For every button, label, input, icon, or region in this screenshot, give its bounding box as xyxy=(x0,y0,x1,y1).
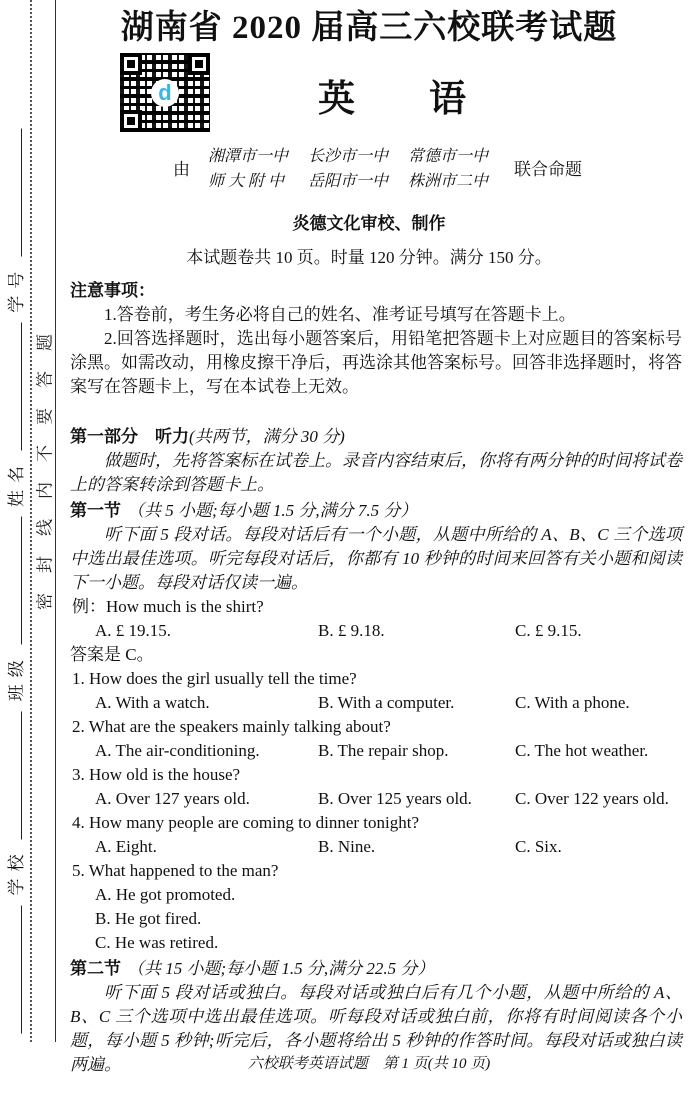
option-a: A. With a watch. xyxy=(95,693,210,712)
question-1: 1. How does the girl usually tell the time? xyxy=(72,669,357,688)
option-a: A. He got promoted. xyxy=(95,885,236,904)
option-c: C. Over 122 years old. xyxy=(515,789,669,808)
section2-heading xyxy=(70,957,682,981)
school-name: 株洲市二中 xyxy=(408,173,489,190)
qr-finder-icon xyxy=(188,53,210,75)
paper-info-line: 本试题卷共 10 页。时量 120 分钟。满分 150 分。 xyxy=(186,248,552,267)
option-c: C. With a phone. xyxy=(515,693,630,712)
qr-finder-icon xyxy=(120,53,142,75)
option-b: B. £ 9.18. xyxy=(318,621,385,640)
option-c: C. The hot weather. xyxy=(515,741,649,760)
question-2: 2. What are the speakers mainly talking about? xyxy=(72,717,391,736)
section1-heading-title: 第一节 xyxy=(70,501,121,520)
section2-heading-note: （共 15 小题;每小题 1.5 分,满分 22.5 分） xyxy=(127,959,435,978)
question-3: 3. How old is the house? xyxy=(72,765,241,784)
option-a: A. Over 127 years old. xyxy=(95,789,250,808)
question-1-options xyxy=(70,691,682,715)
subject-char-2: 语 xyxy=(429,79,466,120)
question-3-options xyxy=(70,787,682,811)
by-label: 由 xyxy=(173,159,190,179)
field-label-name: 姓名 xyxy=(7,459,26,507)
option-b: B. With a computer. xyxy=(318,693,455,712)
example-question: 例：How much is the shirt? xyxy=(72,597,264,616)
page-title: 湖南省 2020 届高三六校联考试题 xyxy=(120,10,618,46)
question-5: 5. What happened to the man? xyxy=(72,861,279,880)
qr-code xyxy=(120,53,210,132)
option-a: A. £ 19.15. xyxy=(95,621,172,640)
option-c: C. Six. xyxy=(515,837,562,856)
part1-heading xyxy=(70,425,682,449)
question-2-options xyxy=(70,739,682,763)
school-name: 长沙市一中 xyxy=(308,148,389,165)
qr-finder-icon xyxy=(120,110,142,132)
paper-body xyxy=(70,279,682,1077)
school-name: 常德市一中 xyxy=(408,148,489,165)
field-label-student-id: 学号 xyxy=(7,264,26,313)
part1-intro: 做题时，先将答案标在试卷上。录音内容结束后，你将有两分钟的时间将试卷上的答案转涂到答题卡上。 xyxy=(70,451,682,494)
field-blank xyxy=(17,711,22,839)
school-name: 师 大 附 中 xyxy=(208,173,285,190)
option-b: B. Over 125 years old. xyxy=(318,789,472,808)
option-c: C. £ 9.15. xyxy=(515,621,582,640)
example-answer: 答案是 C。 xyxy=(70,645,154,664)
student-info-fields xyxy=(6,129,28,1034)
section2-heading-title: 第二节 xyxy=(70,959,121,978)
section2-intro: 听下面 5 段对话或独白。每段对话或独白后有几个小题，从题中所给的 A、B、C 三个选项中选出最佳选项。听每段对话或独白前，你将有时间阅读各个小题，每小题 5 秒钟;听完后，各小题将给出 5 秒钟的作答时间。每段对话或独白读两遍。 xyxy=(70,983,682,1074)
footer-page-number: 六校联考英语试题 第 1 页(共 10 页) xyxy=(247,1056,491,1072)
field-blank xyxy=(17,323,22,451)
seal-warning-text: 密封线内不要答题 xyxy=(35,314,55,610)
option-b: B. He got fired. xyxy=(95,909,202,928)
part1-heading-note: (共两节，满分 30 分) xyxy=(189,427,345,446)
notice-item: 1.答卷前，考生务必将自己的姓名、准考证号填写在答题卡上。 xyxy=(104,305,576,324)
school-name: 湘潭市一中 xyxy=(208,148,289,165)
section1-intro: 听下面 5 段对话。每段对话后有一个小题，从题中所给的 A、B、C 三个选项中选出最佳选项。听完每段对话后，你都有 10 秒钟的时间来回答有关小题和阅读下一小题。每段对话仅读一遍。 xyxy=(70,525,682,592)
question-4-options xyxy=(70,835,682,859)
field-blank xyxy=(17,129,22,257)
question-4: 4. How many people are coming to dinner tonight? xyxy=(72,813,419,832)
example-options xyxy=(70,619,682,643)
schools-block xyxy=(55,148,683,191)
option-b: B. Nine. xyxy=(318,837,376,856)
section1-heading xyxy=(70,499,682,523)
joint-proposition-label: 联合命题 xyxy=(514,159,582,179)
field-label-school: 学校 xyxy=(7,847,26,896)
option-b: B. The repair shop. xyxy=(318,741,449,760)
option-c: C. He was retired. xyxy=(95,933,219,952)
part1-heading-title: 第一部分 听力 xyxy=(70,427,189,446)
qr-logo-d-icon: d xyxy=(151,79,179,107)
notice-item: 2.回答选择题时，选出每小题答案后，用铅笔把答题卡上对应题目的答案标号涂黑。如需改动，用橡皮擦干净后，再选涂其他答案标号。回答非选择题时，将答案写在答题卡上，写在本试卷上无效。 xyxy=(70,329,682,396)
page-footer xyxy=(55,1054,683,1074)
subject-char-1: 英 xyxy=(318,79,355,120)
school-name: 岳阳市一中 xyxy=(308,173,389,190)
field-blank xyxy=(17,517,22,645)
option-a: A. The air-conditioning. xyxy=(95,741,260,760)
producer-line: 炎德文化审校、制作 xyxy=(292,214,446,233)
option-a: A. Eight. xyxy=(95,837,157,856)
section1-heading-note: （共 5 小题;每小题 1.5 分,满分 7.5 分） xyxy=(127,501,418,520)
notice-heading: 注意事项： xyxy=(70,281,155,300)
paper-header xyxy=(55,6,683,269)
field-blank xyxy=(17,906,22,1034)
schools-grid xyxy=(208,148,508,191)
field-label-class: 班级 xyxy=(7,653,26,702)
